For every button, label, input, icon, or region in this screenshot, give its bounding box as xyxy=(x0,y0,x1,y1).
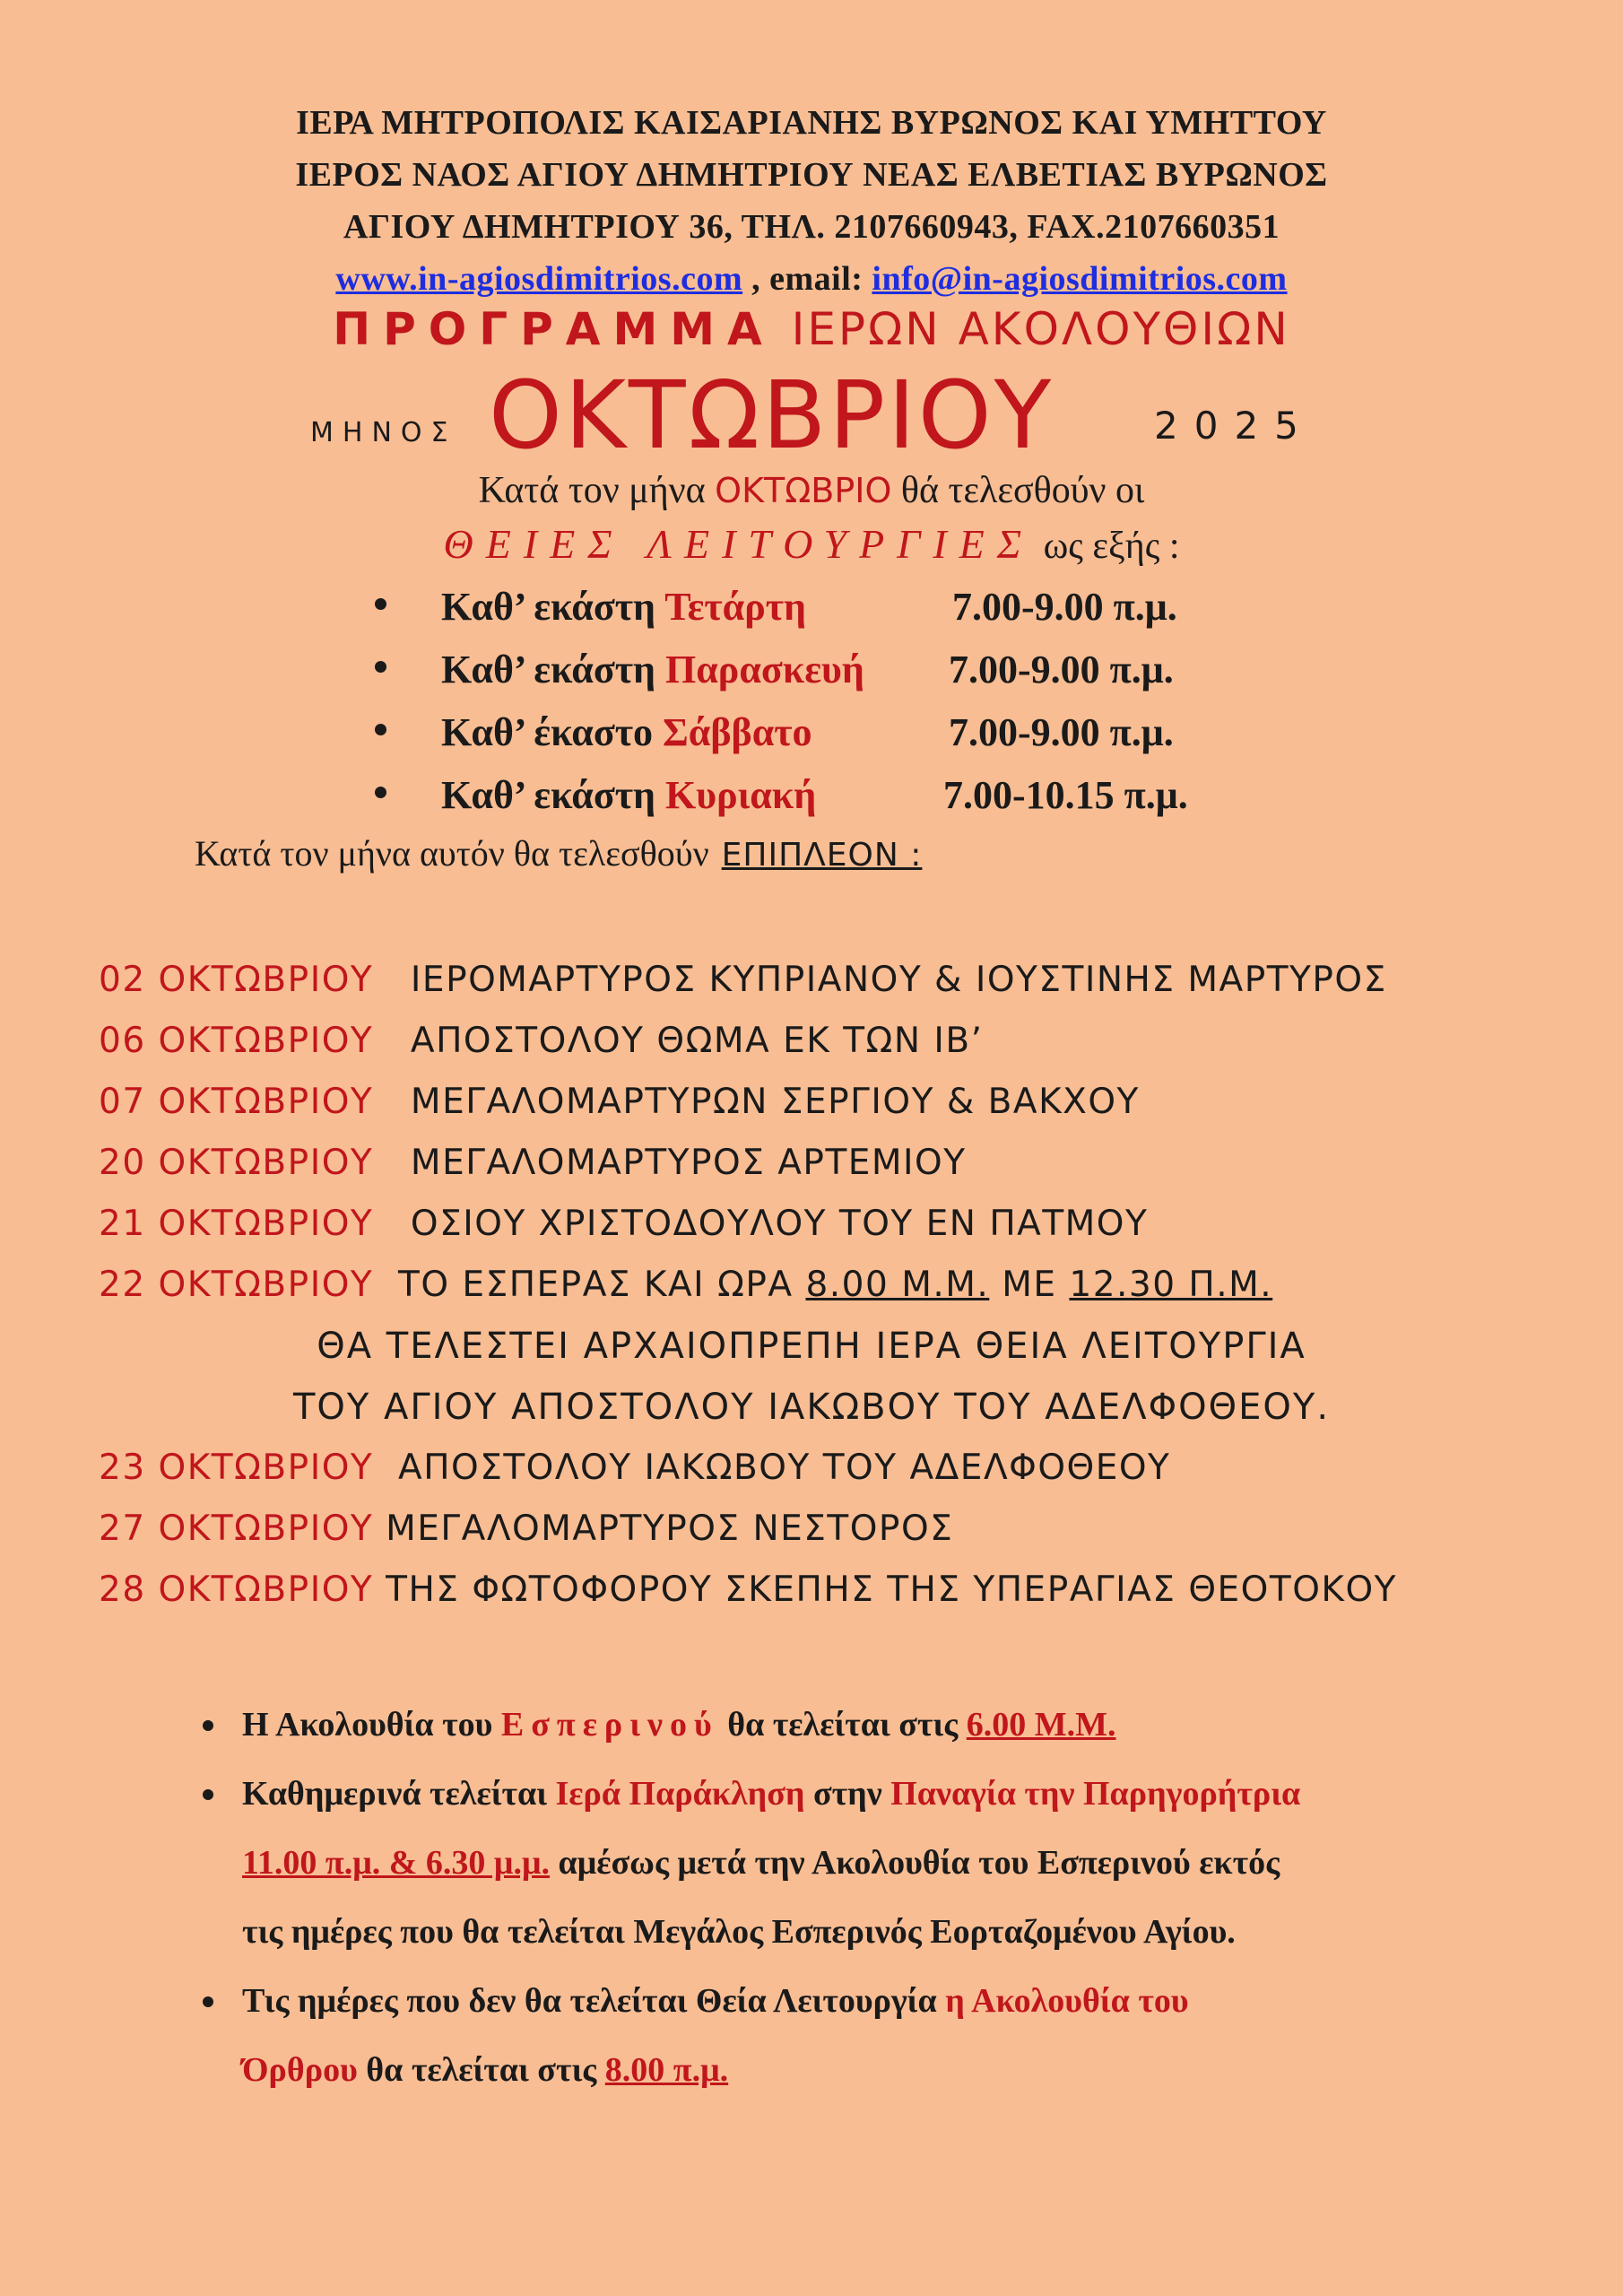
header-contacts xyxy=(0,259,1623,299)
schedule-prefix: Καθ’ εκάστη xyxy=(441,773,666,817)
schedule-time: 7.00-9.00 π.μ. xyxy=(949,648,1174,691)
bullet-icon xyxy=(203,1996,213,2007)
orthros-time: 8.00 π.μ. xyxy=(604,2051,729,2089)
intro-month: ΟΚΤΩΒΡΙΟ xyxy=(715,471,892,510)
feast-row xyxy=(99,1509,953,1549)
intro-line-1 xyxy=(0,469,1623,512)
note-text: θα τελείται στις xyxy=(357,2051,605,2089)
vigil-text-a: ΤΟ ΕΣΠΕΡΑΣ ΚΑΙ ΩΡΑ xyxy=(398,1265,806,1305)
feast-date: 06 ΟΚΤΩΒΡΙΟΥ xyxy=(99,1021,374,1061)
feast-row xyxy=(99,1204,1148,1244)
bullet-icon xyxy=(375,724,386,735)
schedule-day: Σάββατο xyxy=(663,710,812,754)
bullet-icon xyxy=(203,1720,213,1731)
month-prefix: ΜΗΝΟΣ xyxy=(310,417,457,448)
vigil-end-time: 12.30 Π.Μ. xyxy=(1069,1265,1273,1305)
intro-text-a: Κατά τον μήνα xyxy=(478,470,716,511)
note-vespers xyxy=(242,1691,1551,1760)
header-church: ΙΕΡΟΣ ΝΑΟΣ ΑΓΙΟΥ ΔΗΜΗΤΡΙΟΥ ΝΕΑΣ ΕΛΒΕΤΙΑΣ ΒΥΡΩΝΟΣ xyxy=(295,156,1328,194)
vigil-line-2: ΘΑ ΤΕΛΕΣΤΕΙ ΑΡΧΑΙΟΠΡΕΠΗ ΙΕΡΑ ΘΕΙΑ ΛΕΙΤΟΥΡΓΙΑ xyxy=(317,1326,1306,1367)
vespers-word: Εσπερινού xyxy=(500,1706,719,1744)
bullet-icon xyxy=(375,661,386,673)
schedule-time: 7.00-10.15 π.μ. xyxy=(943,773,1188,817)
vigil-line-3: ΤΟΥ ΑΓΙΟΥ ΑΠΟΣΤΟΛΟΥ ΙΑΚΩΒΟΥ ΤΟΥ ΑΔΕΛΦΟΘΕΟΥ. xyxy=(292,1387,1331,1428)
feast-date: 07 ΟΚΤΩΒΡΙΟΥ xyxy=(99,1082,374,1122)
note-paraklesis xyxy=(242,1760,1551,1967)
schedule-prefix: Καθ’ έκαστο xyxy=(441,710,664,754)
note-text: θα τελείται στις xyxy=(718,1706,967,1744)
header-address: ΑΓΙΟΥ ΔΗΜΗΤΡΙΟΥ 36, ΤΗΛ. 2107660943, FAX.2107660351 xyxy=(343,208,1280,246)
bullet-icon xyxy=(375,787,386,798)
program-title xyxy=(0,303,1623,355)
vespers-time: 6.00 Μ.Μ. xyxy=(966,1706,1116,1744)
feast-name: ΙΕΡΟΜΑΡΤΥΡΟΣ ΚΥΠΡΙΑΝΟΥ & ΙΟΥΣΤΙΝΗΣ ΜΑΡΤΥΡΟΣ xyxy=(410,960,1387,1000)
orthros-word: Όρθρου xyxy=(242,2051,358,2089)
services-word: ΙΕΡΩΝ ΑΚΟΛΟΥΘΙΩΝ xyxy=(791,303,1290,355)
note-text: στην xyxy=(804,1775,891,1813)
extra-heading xyxy=(195,832,922,874)
feast-date: 27 ΟΚΤΩΒΡΙΟΥ xyxy=(99,1509,374,1549)
note-orthros xyxy=(242,1967,1551,2105)
feast-row xyxy=(99,960,1387,1000)
note-text: Τις ημέρες που δεν θα τελείται Θεία Λειτουργία xyxy=(242,1982,946,2020)
bullet-icon xyxy=(375,598,386,610)
note-text: Η Ακολουθία του xyxy=(242,1706,501,1744)
note-text: τις ημέρες που θα τελείται Μεγάλος Εσπερινός Εορταζομένου Αγίου. xyxy=(242,1913,1236,1951)
feast-row xyxy=(99,1082,1140,1122)
email-separator: , email: xyxy=(742,260,872,298)
note-text: Καθημερινά τελείται xyxy=(242,1775,556,1813)
intro-line-2 xyxy=(0,520,1623,568)
extra-label: ΕΠΙΠΛΕΟΝ : xyxy=(721,837,923,874)
schedule-day: Κυριακή xyxy=(665,773,817,817)
year: 2025 xyxy=(1154,404,1315,448)
email-link[interactable]: info@in-agiosdimitrios.com xyxy=(872,260,1288,298)
bullet-icon xyxy=(203,1789,213,1800)
feast-name: ΑΠΟΣΤΟΛΟΥ ΙΑΚΩΒΟΥ ΤΟΥ ΑΔΕΛΦΟΘΕΟΥ xyxy=(398,1448,1171,1488)
schedule-prefix: Καθ’ εκάστη xyxy=(441,648,666,691)
intro-text-b: θά τελεσθούν οι xyxy=(891,470,1145,511)
icon-name: Παναγία την Παρηγορήτρια xyxy=(890,1775,1301,1813)
feast-row xyxy=(99,1021,984,1061)
orthros-label: η Ακολουθία του xyxy=(945,1982,1189,2020)
feast-row xyxy=(99,1570,1397,1610)
feast-name: ΜΕΓΑΛΟΜΑΡΤΥΡΩΝ ΣΕΡΓΙΟΥ & ΒΑΚΧΟΥ xyxy=(410,1082,1140,1122)
month-title xyxy=(0,361,1623,470)
feast-date: 20 ΟΚΤΩΒΡΙΟΥ xyxy=(99,1143,374,1183)
feast-row xyxy=(99,1143,967,1183)
schedule-time: 7.00-9.00 π.μ. xyxy=(949,710,1174,754)
paraklesis-label: Ιερά Παράκληση xyxy=(555,1775,805,1813)
program-word: ΠΡΟΓΡΑΜΜΑ xyxy=(333,303,775,355)
extra-text: Κατά τον μήνα αυτόν θα τελεσθούν xyxy=(195,833,709,874)
schedule-day: Τετάρτη xyxy=(664,585,807,629)
feast-date: 02 ΟΚΤΩΒΡΙΟΥ xyxy=(99,960,374,1000)
feast-row xyxy=(99,1448,1170,1488)
notes-list xyxy=(242,1691,1551,2105)
feast-name: ΟΣΙΟΥ ΧΡΙΣΤΟΔΟΥΛΟΥ ΤΟΥ ΕΝ ΠΑΤΜΟΥ xyxy=(410,1204,1149,1244)
schedule-day: Παρασκευή xyxy=(665,648,864,691)
feast-name: ΜΕΓΑΛΟΜΑΡΤΥΡΟΣ ΝΕΣΤΟΡΟΣ xyxy=(386,1509,954,1549)
feast-date: 23 ΟΚΤΩΒΡΙΟΥ xyxy=(99,1448,374,1488)
feast-date: 28 ΟΚΤΩΒΡΙΟΥ xyxy=(99,1570,374,1610)
paraklesis-times: 11.00 π.μ. & 6.30 μ.μ. xyxy=(242,1844,551,1882)
feast-name: ΤΗΣ ΦΩΤΟΦΟΡΟΥ ΣΚΕΠΗΣ ΤΗΣ ΥΠΕΡΑΓΙΑΣ ΘΕΟΤΟΚΟΥ xyxy=(386,1570,1397,1610)
feast-name: ΜΕΓΑΛΟΜΑΡΤΥΡΟΣ ΑΡΤΕΜΙΟΥ xyxy=(410,1143,967,1183)
intro-text-c: ως εξής : xyxy=(1034,526,1180,567)
header-diocese: ΙΕΡΑ ΜΗΤΡΟΠΟΛΙΣ ΚΑΙΣΑΡΙΑΝΗΣ ΒΥΡΩΝΟΣ ΚΑΙ ΥΜΗΤΤΟΥ xyxy=(296,104,1327,142)
vigil-date: 22 ΟΚΤΩΒΡΙΟΥ xyxy=(99,1265,374,1305)
feast-date: 21 ΟΚΤΩΒΡΙΟΥ xyxy=(99,1204,374,1244)
vigil-text-b: ΜΕ xyxy=(989,1265,1070,1305)
feast-name: ΑΠΟΣΤΟΛΟΥ ΘΩΜΑ ΕΚ ΤΩΝ ΙΒ’ xyxy=(410,1021,984,1061)
vigil-start-time: 8.00 Μ.Μ. xyxy=(805,1265,990,1305)
website-link[interactable]: www.in-agiosdimitrios.com xyxy=(335,260,743,298)
schedule-time: 7.00-9.00 π.μ. xyxy=(952,585,1177,629)
note-text: αμέσως μετά την Ακολουθία του Εσπερινού εκτός xyxy=(550,1844,1280,1882)
liturgies-label: ΘΕΙΕΣ ΛΕΙΤΟΥΡΓΙΕΣ xyxy=(443,521,1035,567)
schedule-prefix: Καθ’ εκάστη xyxy=(441,585,665,629)
vigil-row xyxy=(99,1265,1272,1305)
month-name: ΟΚΤΩΒΡΙΟΥ xyxy=(489,361,1055,470)
